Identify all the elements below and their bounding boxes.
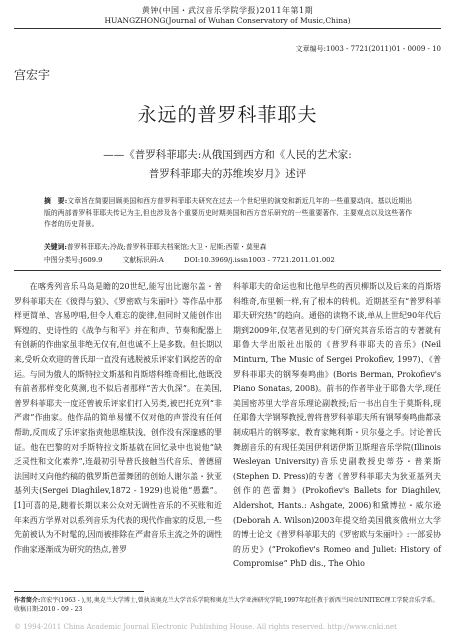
journal-header-cn: 黄钟(中国・武汉音乐学院学报)2011年第1期 [141, 6, 314, 15]
body-paragraph: 科菲耶夫的命运也和比他早些的西贝柳斯以及后来的肖斯塔科维奇,布里顿一样,有了根本的转机。近期甚至有“普罗科菲耶夫研究热”的趋向。通俗的读物不谈,单从上世纪90年代后期到2009年,仅笔者见到的专门研究其音乐语言的专著就有耶鲁大学出版社出版的《普罗科菲耶夫的音乐》(Neil Minturn, The Music of Sergei Prokofiev, 1997)、《普罗科菲耶夫的钢琴奏鸣曲》(Boris Berman, Prokofiev's Piano Sonatas, 2008)。前书的作者毕业于耶鲁大学,现任美国密苏里大学音乐理论副教授;后一书出自生于莫斯科,现任耶鲁大学钢琴教授,曾将普罗科菲耶夫所有钢琴奏鸣曲都录制成唱片的钢琴家、教育家鲍利斯・贝尔曼之手。讨论普氏舞剧音乐的有现任美国伊利诺伊斯卫斯理音乐学院(Illinois Wesleyan University)音乐史副教授史蒂芬・普莱斯(Stephen D. Press)的专著《普罗科菲耶夫为狄亚基列夫创作的芭蕾舞》(Prokofiev's Ballets for Diaghilev, Aldershot, Hants.: Ashgate, 2006)和黛博拉・威尔逊(Deborah A. Wilson)2003年提交给美国俄亥俄州立大学的博士论文《普罗科菲耶夫的《罗密欧与朱丽叶》:一部妥协的历史》(“Prokofiev's Romeo and Juliet: History of Compromise” PhD dis., The Ohio [233, 282, 441, 569]
article-title: 永远的普罗科菲耶夫 [137, 104, 318, 126]
body-column-left [14, 280, 222, 557]
header-rule [14, 28, 441, 29]
clc-number: 中图分类号:J609.9 [44, 256, 103, 264]
body-column-right [233, 280, 441, 572]
abstract-label: 摘 要: [44, 197, 68, 205]
body-paragraph: 在喀秀列音乐马岛是瞻的20世纪,能写出比谢尔盖・普罗科菲耶夫在《彼得与狼》、《罗密欧与朱丽叶》等作品中那样更简单、容易哼唱,但令人难忘的旋律,但同时又能创作出辉煌的、史诗性的《战争与和平》并在和声、节奏和配器上有创新的作曲家虽非绝无仅有,但也诚不上是多数。但长期以来,受听众欢迎的普氏却一直没有逃脱被乐评家们讽挖苦的命运。与同为俄人的斯特拉文斯基和肖斯塔科维奇相比,他既没有前者那样变化莫测,也不似后者那样“苦大仇深”。在美国,普罗科菲耶夫一度还曾被乐评家们打入另类,被巴托克列“非严肃”作曲家。他作品的简单易懂不仅对他的声誉没有任何帮助,反而成了乐评家指责他思维肤浅、创作没有深邃感的罪证。他在巴黎的对手斯特拉文斯基就在回忆录中也说他“缺乏灵性和文化素养”,连最初引导普氏接触当代音乐、普德留法国时又向他约稿的俄罗斯芭蕾舞团的创始人谢尔盖・狄亚基列夫(Sergei Diaghilev,1872 - 1929)也说他“愚蠢”。[1]可喜的是,随着长期以来公众对无调性音乐的不买账和近年来西方学界对以系列音乐为代表的现代作曲家的反思,一些先前被认为不时髦的,因而被排除在严肃音乐主流之外的调性作曲家逐渐成为研究的热点,普罗 [14, 282, 222, 554]
footnote-author-text: 宫宏宇(1963 - ),男,奥克兰大学博士,曾执该奥克兰大学音乐学院和奥克兰大学亚洲研究学院,1997年起任教于新西兰国立UNITEC理工学院音乐学系。 [40, 597, 439, 604]
abstract [44, 196, 412, 231]
article-id: 文章编号:1003 - 7721(2011)01 - 0009 - 10 [295, 45, 441, 53]
abstract-text: 文章旨在简要回顾美国和西方普罗科菲耶夫研究在过去一个世纪里的演变和新近几年的一些重要动向。基以近期出版的两部普罗科菲耶夫传记为主,但也涉及各个重要历史时期美国和西方音乐研究的一些重要著作、主要观点以及这些著作作者的历史背景。 [44, 197, 412, 228]
footnote-rule [14, 591, 144, 592]
keywords-text: 普罗科菲耶夫;冷战;普罗科菲耶夫档案馆;大卫・尼斯;西蒙・莫里森 [66, 243, 267, 251]
received-date: 收稿日期:2010 - 09 - 23 [14, 606, 83, 613]
keywords [44, 241, 412, 251]
journal-header-en: HUANGZHONG(Journal of Wuhan Conservatory of Music,China) [104, 16, 351, 25]
keywords-label: 关键词: [44, 243, 67, 251]
doi: DOI:10.3969/j.issn1003 - 7721.2011.01.002 [184, 256, 335, 264]
document-code: 文献标识码:A [122, 256, 164, 264]
footnote-author-label: 作者简介: [14, 597, 41, 604]
author-footnote [14, 596, 441, 614]
abstract-rule [14, 270, 441, 271]
article-subtitle [60, 146, 395, 184]
subtitle-line-1: ——《普罗科菲耶夫:从俄国到西方和《人民的艺术家: [103, 149, 352, 161]
author-name: 宫宏宇 [14, 68, 51, 82]
copyright-watermark: © 1994-2011 China Academic Journal Electronic Publishing House. All rights reserved. http://www.cnki.net [14, 623, 397, 631]
subtitle-line-2: 普罗科菲耶夫的苏维埃岁月》述评 [148, 168, 307, 180]
classification-line [44, 254, 424, 264]
